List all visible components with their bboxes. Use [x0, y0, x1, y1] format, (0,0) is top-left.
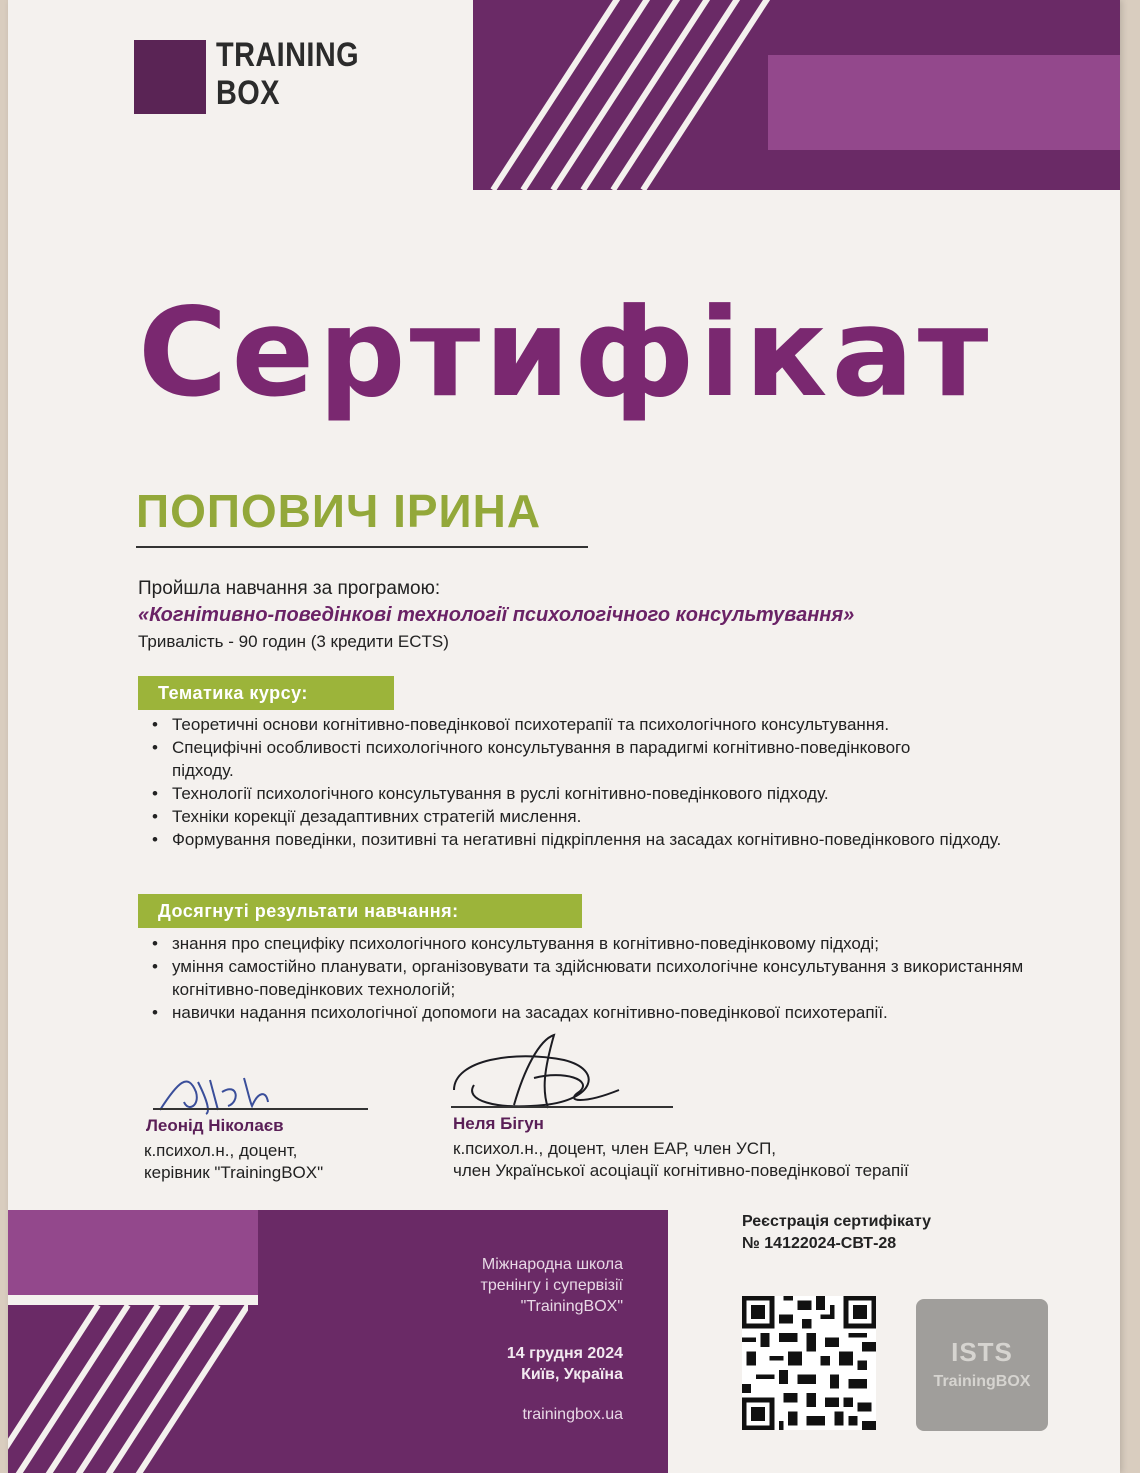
list-item: • знання про специфіку психологічного консультування в когнітивно-поведінковому підході; — [148, 932, 1058, 955]
issue-date — [408, 1343, 623, 1385]
results-heading: Досягнуті результати навчання: — [138, 894, 582, 928]
duration-text: Тривалість - 90 годин (3 кредити ECTS) — [138, 632, 449, 651]
bottom-left-accent — [8, 1210, 258, 1295]
signer-2-role-line1: к.психол.н., доцент, член ЕАР, член УСП, — [453, 1139, 777, 1158]
website: trainingbox.ua — [522, 1406, 623, 1423]
signer-2-role — [453, 1138, 909, 1182]
recipient-name: ПОПОВИЧ ІРИНА — [136, 485, 542, 537]
signature-1 — [148, 1062, 288, 1118]
logo — [216, 36, 359, 112]
registration — [742, 1211, 931, 1255]
list-item: • Теоретичні основи когнітивно-поведінкової психотерапії та психологічного консультування. — [148, 713, 1068, 736]
logo-line2: BOX — [216, 74, 280, 112]
results-list — [148, 932, 1058, 1024]
top-right-accent — [768, 55, 1120, 150]
list-item: • Технології психологічного консультування в руслі когнітивно-поведінкового підходу. — [148, 782, 1068, 805]
school-line1: Міжнародна школа — [481, 1256, 623, 1273]
school-name — [408, 1254, 623, 1317]
location-line: Київ, Україна — [521, 1366, 623, 1383]
list-item: • Специфічні особливості психологічного консультування в парадигмі когнітивно-поведінкового підходу. — [148, 736, 962, 782]
name-underline — [136, 546, 588, 548]
certificate-page — [8, 0, 1120, 1473]
signer-1-role-line2: керівник "TrainingBOX" — [144, 1163, 324, 1182]
signer-1-role-line1: к.психол.н., доцент, — [144, 1141, 298, 1160]
topics-heading: Тематика курсу: — [138, 676, 394, 710]
signer-1-role — [144, 1140, 323, 1184]
decorative-stripes-bottom — [8, 1305, 248, 1473]
list-item: • уміння самостійно планувати, організовувати та здійснювати психологічне консультування з використанням когнітивно-поведінкових технологій; — [148, 955, 1058, 1001]
intro-text: Пройшла навчання за програмою: — [138, 578, 441, 599]
signature-line-1 — [153, 1108, 368, 1110]
registration-number: № 14122024-СВТ-28 — [742, 1235, 897, 1252]
list-item: • навички надання психологічної допомоги на засадах когнітивно-поведінкової психотерапії. — [148, 1001, 1058, 1024]
signer-1-name: Леонід Ніколаєв — [146, 1116, 284, 1135]
list-item: • Техніки корекції дезадаптивних стратегій мислення. — [148, 805, 1068, 828]
program-title: «Когнітивно-поведінкові технології психологічного консультування» — [138, 604, 855, 626]
logo-square — [134, 40, 206, 114]
signature-line-2 — [451, 1106, 673, 1108]
date-line: 14 грудня 2024 — [506, 1345, 623, 1362]
logo-line1: TRAINING — [216, 36, 360, 74]
seal-line2: TrainingBOX — [933, 1373, 1031, 1390]
signer-2-role-line2: член Української асоціації когнітивно-поведінкової терапії — [453, 1161, 909, 1180]
certificate-title: Сертифікат — [138, 282, 993, 424]
registration-label: Реєстрація сертифікату — [742, 1213, 931, 1230]
list-item: • Формування поведінки, позитивні та негативні підкріплення на засадах когнітивно-поведінкового підходу. — [148, 828, 1002, 851]
signer-2-name: Неля Бігун — [453, 1114, 544, 1133]
decorative-stripes — [473, 0, 773, 190]
topics-list — [148, 713, 1068, 851]
seal-line1: ISTS — [951, 1337, 1013, 1367]
seal-stamp — [916, 1299, 1048, 1431]
school-line2: тренінгу і супервізії — [480, 1277, 623, 1294]
bottom-left-gap — [8, 1295, 258, 1305]
school-line3: "TrainingBOX" — [520, 1298, 623, 1315]
qr-code-icon — [742, 1296, 876, 1430]
